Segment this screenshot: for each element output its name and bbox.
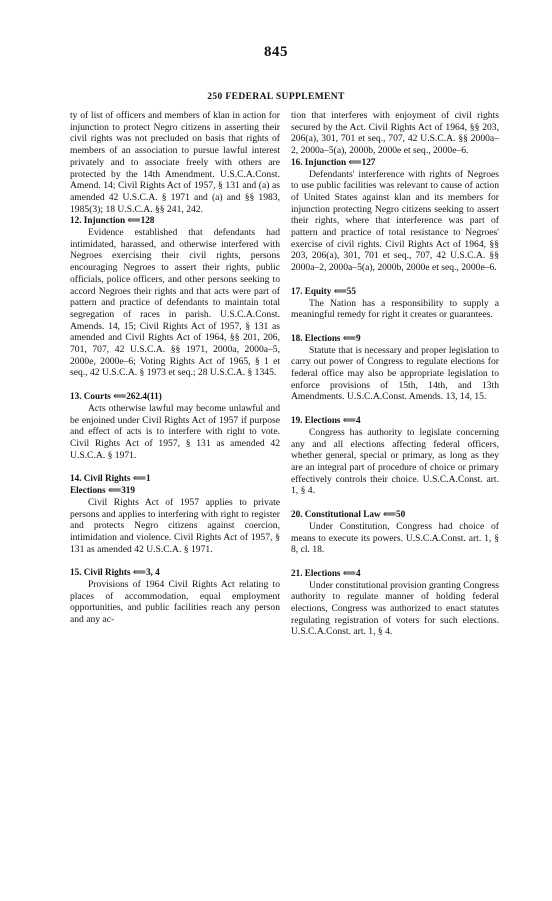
headnote-16 [291, 157, 499, 274]
headnote-14 [70, 473, 280, 555]
headnote-21 [291, 568, 499, 638]
headnote-body: Statute that is necessary and proper legislation to carry out power of Congress to regulate elections for federal office may also be appropriate legislation to enforce provisions of 15th, 14th, and 13th Amendments. U.S.C.A.Const. Amends. 13, 14, 15. [291, 344, 499, 403]
page-number: 845 [264, 44, 288, 60]
headnote-heading: 19. Elections ⟸4 [291, 415, 361, 426]
headnote-heading: 15. Civil Rights ⟸3, 4 [70, 567, 160, 578]
headnote-15 [70, 567, 280, 626]
headnote-heading: 20. Constitutional Law ⟸50 [291, 509, 406, 520]
headnote-13 [70, 391, 280, 461]
headnote-17 [291, 286, 499, 321]
headnote-body: Under Constitution, Congress had choice of means to execute its powers. U.S.C.A.Const. art. 1, § 8, cl. 18. [291, 520, 499, 556]
headnote-body: Civil Rights Act of 1957 applies to private persons and applies to interfering with right to register and protects Negro citizens against coercion, intimidation and violence. Civil Rights Act of 1957, § 131 as amended 42 U.S.C.A. § 1971. [70, 496, 280, 555]
headnote-heading: 16. Injunction ⟸127 [291, 156, 376, 167]
headnote-18 [291, 333, 499, 403]
running-head: 250 FEDERAL SUPPLEMENT [207, 92, 345, 102]
right-column [291, 110, 499, 650]
headnote-20 [291, 509, 499, 556]
headnote-heading: 14. Civil Rights ⟸1 [70, 473, 151, 484]
headnote-12 [70, 215, 280, 379]
headnote-body: Defendants' interference with rights of Negroes to use public facilities was relevant to cause of action of United States against klan and its members for injunction protecting Negro citizens seeking to assert their rights, where that interference was part of pattern and practice of total resistance to Negroes' exercise of civil rights. Civil Rights Act of 1964, §§ 203, 206(a), 301, 701 et seq., 707, 42 U.S.C.A. §§ 2000a–2, 2000a–5(a), 2000b, 2000e et seq., 2000e–6. [291, 168, 499, 274]
headnote-body: Acts otherwise lawful may become unlawful and be enjoined under Civil Rights Act of 1957 if purpose and effect of acts is to interfere with right to vote. Civil Rights Act of 1957, § 131 as amended 42 U.S.C.A. § 1971. [70, 402, 280, 461]
left-column [70, 110, 280, 638]
headnote-heading: 13. Courts ⟸262.4(11) [70, 391, 162, 402]
headnote-continuation: ty of list of officers and members of klan in action for injunction to protect Negro citizens in asserting their civil rights was not precluded on basis that rights of members of an association to pursue lawful interest privately and to associate freely with others are protected by the 14th Amendment. U.S.C.A.Const. Amend. 14; Civil Rights Act of 1957, § 131 and (a) as amended 42 U.S.C.A. § 1971 and (a) and §§ 1983, 1985(3); 18 U.S.C.A. §§ 241, 242. [70, 110, 280, 215]
headnote-19 [291, 415, 499, 497]
headnote-heading: 18. Elections ⟸9 [291, 332, 361, 343]
headnote-body: Provisions of 1964 Civil Rights Act relating to places of accommodation, equal employment opportunities, and public facilities reach any person and any ac- [70, 579, 280, 626]
headnote-body: Evidence established that defendants had intimidated, harassed, and otherwise interfered with Negroes exercising their civil rights, persons encouraging Negroes to assert their rights, public officials, police officers, and other persons seeking to accord Negroes their rights and that acts were part of pattern and practice of defendants to maintain total segregation of races in parish. U.S.C.A.Const. Amends. 14, 15; Civil Rights Act of 1957, § 131 as amended and Civil Rights Act of 1964, §§ 201, 206, 701, 707, 42 U.S.C.A. §§ 1971, 2000a, 2000a–5, 2000e, 2000e–6; Voting Rights Act of 1965, § 1 et seq., 42 U.S.C.A. § 1973 et seq.; 28 U.S.C.A. § 1345. [70, 227, 280, 379]
headnote-heading: 17. Equity ⟸55 [291, 285, 356, 296]
headnote-subheading: Elections ⟸319 [70, 485, 135, 496]
headnote-body: The Nation has a responsibility to supply a meaningful remedy for right it creates or guarantees. [291, 297, 499, 321]
headnote-body: Congress has authority to legislate concerning any and all elections affecting federal officers, whether general, special or primary, as long as they are an integral part of procedure of choice or primary effectively controls their choice. U.S.C.A.Const. art. 1, § 4. [291, 426, 499, 497]
headnote-body: Under constitutional provision granting Congress authority to regulate manner of holding federal elections, Congress was authorized to enact statutes regulating registration of voters for such elections. U.S.C.A.Const. art. 1, § 4. [291, 579, 499, 638]
headnote-heading: 21. Elections ⟸4 [291, 567, 361, 578]
headnote-heading: 12. Injunction ⟸128 [70, 215, 155, 226]
headnote-continuation: tion that interferes with enjoyment of civil rights secured by the Act. Civil Rights Act of 1964, §§ 203, 206(a), 301, 701 et seq., 707, 42 U.S.C.A. §§ 2000a–2, 2000a–5(a), 2000b, 2000e et seq., 2000e–6. [291, 110, 499, 157]
